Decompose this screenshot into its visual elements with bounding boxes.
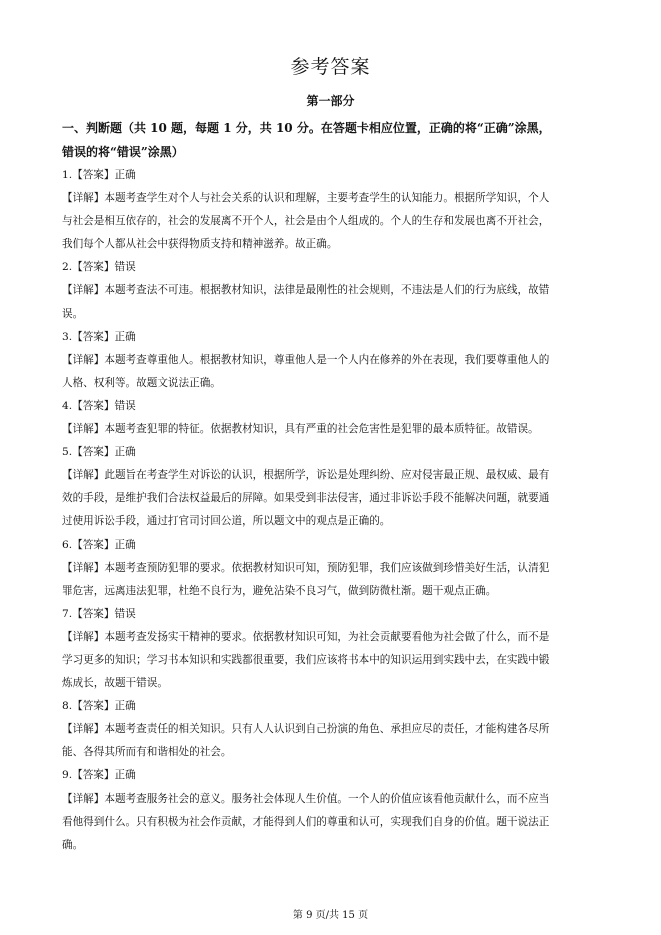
explanation-line: 看他得到什么。只有积极为社会作贡献，才能得到人们的尊重和认可，实现我们自身的价值。题干说法正	[62, 815, 550, 828]
explanation-line: 【详解】此题旨在考查学生对诉讼的认识，根据所学，诉讼是处理纠纷、应对侵害最正规、最权威、最有	[62, 469, 550, 482]
section-heading	[62, 116, 602, 164]
explanation-line: 能、各得其所而有和谐相处的社会。	[62, 746, 232, 759]
answer-line: 3.【答案】正确	[62, 330, 136, 343]
answer-line: 5.【答案】正确	[62, 446, 136, 459]
explanation-line: 【详解】本题考查发扬实干精神的要求。依据教材知识可知，为社会贡献要看他为社会做了什么，而不是	[62, 630, 550, 643]
explanation-line: 炼成长，故题干错误。	[62, 677, 168, 690]
explanation-line: 与社会是相互依存的，社会的发展离不开个人，社会是由个人组成的。个人的生存和发展也离不开社会，	[62, 215, 550, 228]
explanation-line: 【详解】本题考查法不可违。根据教材知识，法律是最刚性的社会规则，不违法是人们的行为底线，故错	[62, 284, 550, 297]
explanation-line: 罪危害，远离违法犯罪，杜绝不良行为，避免沾染不良习气，做到防微杜渐。题干观点正确。	[62, 584, 497, 597]
answer-line: 2.【答案】错误	[62, 261, 136, 274]
answer-line: 9.【答案】正确	[62, 769, 136, 782]
page-footer: 第 9 页/共 15 页	[292, 910, 369, 921]
explanation-line: 效的手段，是维护我们合法权益最后的屏障。如果受到非法侵害，通过非诉讼手段不能解决问题，就要通	[62, 492, 550, 505]
explanation-line: 【详解】本题考查责任的相关知识。只有人人认识到自己扮演的角色、承担应尽的责任，才能构建各尽所	[62, 723, 550, 736]
page-title: 参考答案	[290, 56, 371, 78]
answer-line: 7.【答案】错误	[62, 607, 136, 620]
answer-line: 6.【答案】正确	[62, 538, 136, 551]
answer-line: 8.【答案】正确	[62, 700, 136, 713]
explanation-line: 学习更多的知识；学习书本知识和实践都很重要，我们应该将书本中的知识运用到实践中去，在实践中锻	[62, 653, 550, 666]
explanation-line: 人格、权利等。故题文说法正确。	[62, 376, 221, 389]
answer-list	[62, 164, 602, 857]
answer-line: 4.【答案】错误	[62, 399, 136, 412]
part-heading: 第一部分	[306, 94, 355, 108]
section-heading-line-1: 一、判断题（共 10 题，每题 1 分，共 10 分。在答题卡相应位置，正确的将“正确”涂黑，	[62, 121, 551, 135]
explanation-line: 确。	[62, 838, 84, 851]
explanation-line: 【详解】本题考查尊重他人。根据教材知识，尊重他人是一个人内在修养的外在表现，我们要尊重他人的	[62, 353, 550, 366]
explanation-line: 我们每个人都从社会中获得物质支持和精神滋养。故正确。	[62, 238, 338, 251]
explanation-line: 【详解】本题考查预防犯罪的要求。依据教材知识可知，预防犯罪，我们应该做到珍惜美好生活，认清犯	[62, 561, 550, 574]
explanation-line: 过使用诉讼手段，通过打官司讨回公道，所以题文中的观点是正确的。	[62, 515, 391, 528]
explanation-line: 【详解】本题考查学生对个人与社会关系的认识和理解，主要考查学生的认知能力。根据所学知识，个人	[62, 192, 550, 205]
answer-line: 1.【答案】正确	[62, 169, 136, 181]
explanation-line: 【详解】本题考查服务社会的意义。服务社会体现人生价值。一个人的价值应该看他贡献什么，而不应当	[62, 792, 550, 805]
section-heading-line-2: 错误的将“错误”涂黑）	[62, 145, 184, 159]
explanation-line: 误。	[62, 307, 84, 320]
explanation-line: 【详解】本题考查犯罪的特征。依据教材知识，具有严重的社会危害性是犯罪的最本质特征。故错误。	[62, 423, 539, 436]
